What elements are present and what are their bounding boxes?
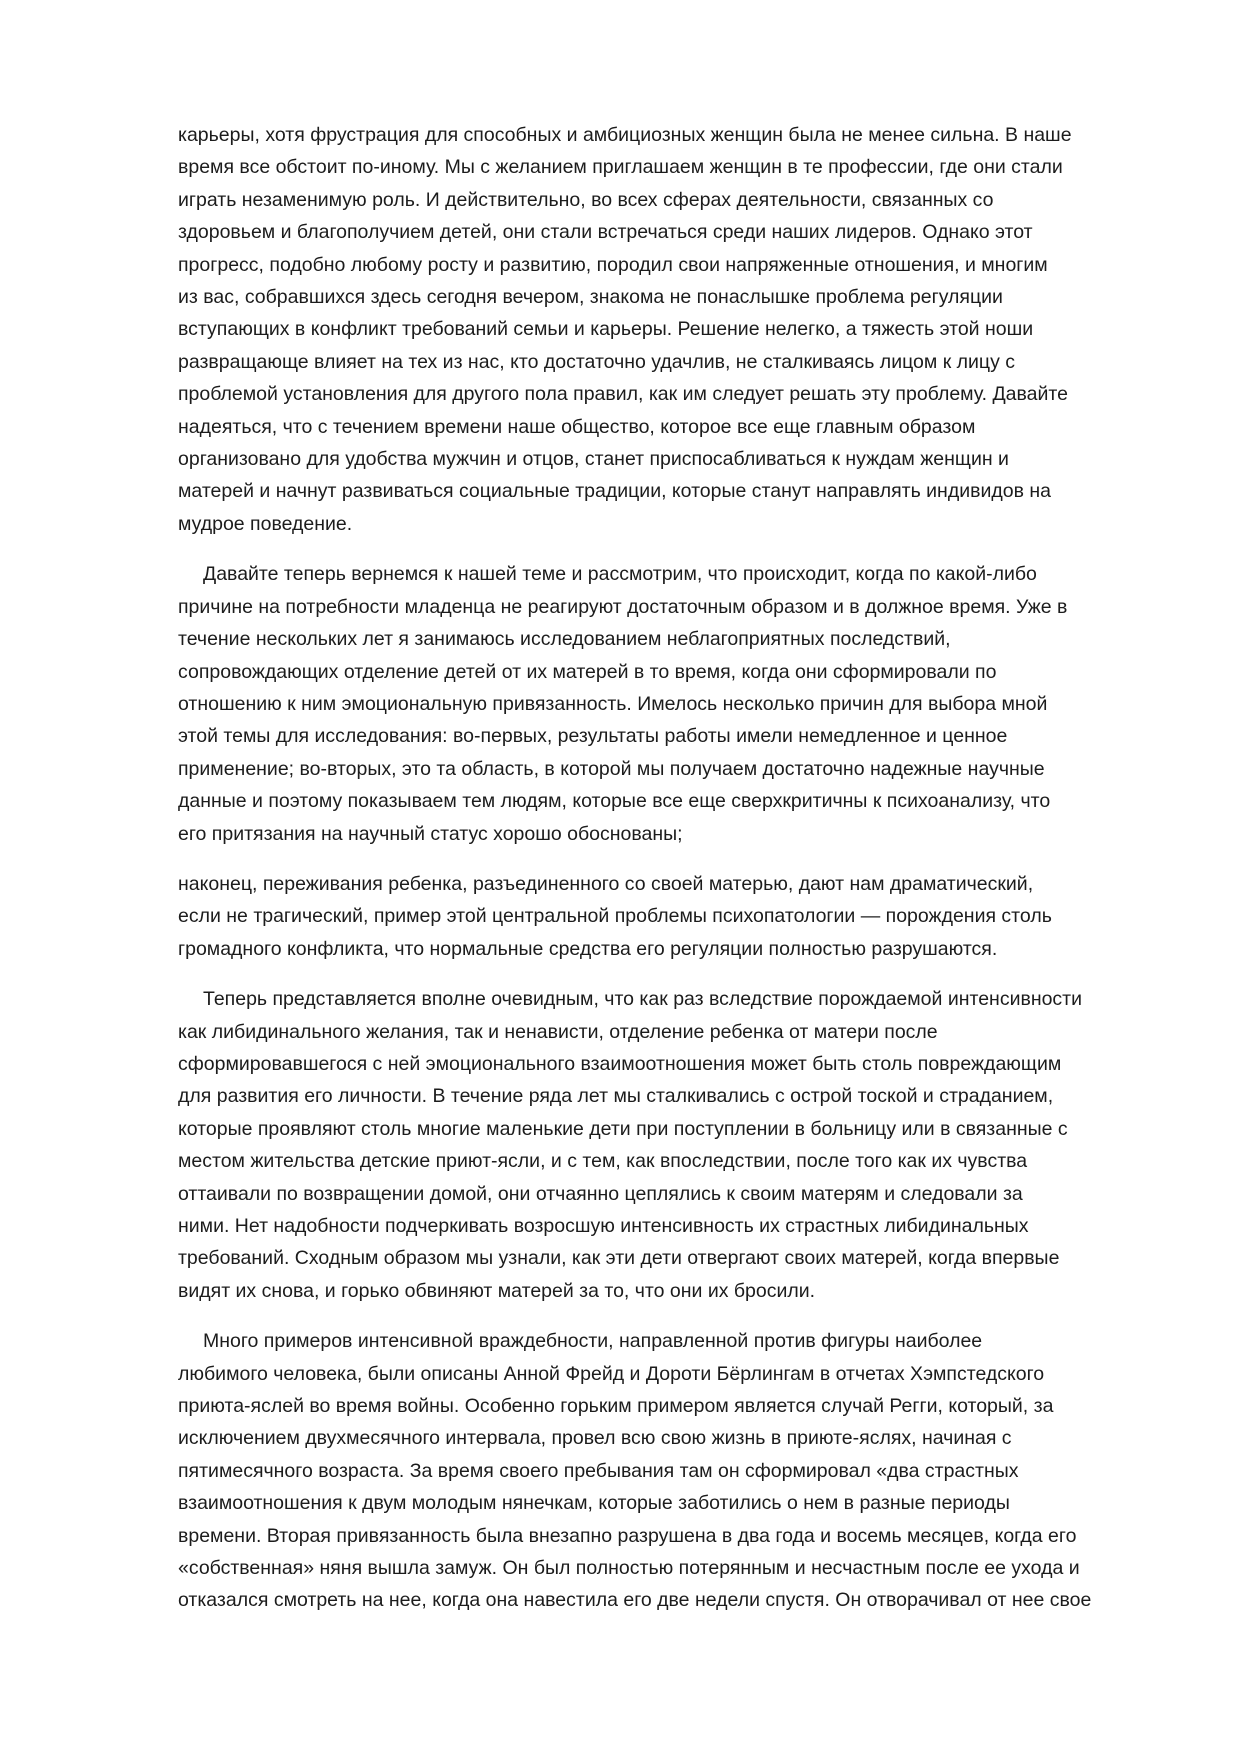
paragraph-4 xyxy=(178,983,1158,1307)
text-line: отношению к ним эмоциональную привязанность. Имелось несколько причин для выбора мной xyxy=(178,692,1048,715)
text-line: из вас, собравшихся здесь сегодня вечером, знакома не понаслышке проблема регуляции xyxy=(178,286,1003,309)
text-line: сопровождающих отделение детей от их матерей в то время, когда они сформировали по xyxy=(178,660,997,683)
text-line: любимого человека, были описаны Анной Фрейд и Дороти Бёрлингам в отчетах Хэмпстедского xyxy=(178,1362,1045,1385)
text-line: для развития его личности. В течение ряда лет мы сталкивались с острой тоской и страданием, xyxy=(178,1085,1054,1108)
text-line: местом жительства детские приют-ясли, и с тем, как впоследствии, после того как их чувства xyxy=(178,1150,1028,1173)
text-line: этой темы для исследования: во-первых, результаты работы имели немедленное и ценное xyxy=(178,725,1008,748)
paragraph-1 xyxy=(178,119,1158,540)
text-line: карьеры, хотя фрустрация для способных и амбициозных женщин была не менее сильна. В наше xyxy=(178,124,1072,146)
text-line: оттаивали по возвращении домой, они отчаянно цеплялись к своим матерям и следовали за xyxy=(178,1182,1023,1205)
text-line: применение; во-вторых, это та область, в которой мы получаем достаточно надежные научные xyxy=(178,757,1045,780)
text-line: если не трагический, пример этой центральной проблемы психопатологии — порождения столь xyxy=(178,905,1052,928)
text-line: его притязания на научный статус хорошо обоснованы; xyxy=(178,822,683,845)
paragraph-2 xyxy=(178,558,1158,850)
text-line: матерей и начнут развиваться социальные традиции, которые станут направлять индивидов на xyxy=(178,480,1051,503)
text-line: взаимоотношения к двум молодым нянечкам, которые заботились о нем в разные периоды xyxy=(178,1492,1010,1515)
body-text xyxy=(178,119,1158,1617)
text-line: организовано для удобства мужчин и отцов, станет приспосабливаться к нуждам женщин и xyxy=(178,448,1009,471)
text-line: мудрое поведение. xyxy=(178,512,353,535)
text-line: причине на потребности младенца не реагируют достаточным образом и в должное время. Уже в xyxy=(178,595,1068,618)
text-line: развращающе влияет на тех из нас, кто достаточно удачлив, не сталкиваясь лицом к лицу с xyxy=(178,350,1016,373)
text-line: «собственная» няня вышла замуж. Он был полностью потерянным и несчастным после ее ухода и xyxy=(178,1557,1080,1580)
text-line: Давайте теперь вернемся к нашей теме и рассмотрим, что происходит, когда по какой-либо xyxy=(203,563,1037,586)
text-line: громадного конфликта, что нормальные средства его регуляции полностью разрушаются. xyxy=(178,937,998,960)
text-line: время все обстоит по-иному. Мы с желанием приглашаем женщин в те профессии, где они стали xyxy=(178,156,1063,179)
paragraph-5 xyxy=(178,1325,1158,1617)
paragraph-spacer xyxy=(178,965,1158,983)
paragraph-spacer xyxy=(178,1307,1158,1325)
text-line: надеяться, что с течением времени наше общество, которое все еще главным образом xyxy=(178,415,976,438)
text-line: вступающих в конфликт требований семьи и карьеры. Решение нелегко, а тяжесть этой ноши xyxy=(178,318,1034,341)
text-line: наконец, переживания ребенка, разъединенного со своей матерью, дают нам драматический, xyxy=(178,872,1034,895)
text-line: пятимесячного возраста. За время своего пребывания там он сформировал «два страстных xyxy=(178,1459,1019,1482)
text-line: Много примеров интенсивной враждебности, направленной против фигуры наиболее xyxy=(203,1330,983,1353)
text-line: исключением двухмесячного интервала, провел всю свою жизнь в приюте-яслях, начиная с xyxy=(178,1427,1012,1450)
text-line: прогресс, подобно любому росту и развитию, породил свои напряженные отношения, и многим xyxy=(178,253,1048,276)
text-line: проблемой установления для другого пола правил, как им следует решать эту проблему. Давайте xyxy=(178,383,1068,406)
text-line: играть незаменимую роль. И действительно, во всех сферах деятельности, связанных со xyxy=(178,188,994,211)
text-line: данные и поэтому показываем тем людям, которые все еще сверхкритичны к психоанализу, что xyxy=(178,790,1051,813)
text-line: течение нескольких лет я занимаюсь исследованием неблагоприятных последствий, xyxy=(178,628,951,651)
paragraph-spacer xyxy=(178,850,1158,868)
text-line: времени. Вторая привязанность была внезапно разрушена в два года и восемь месяцев, когда его xyxy=(178,1524,1077,1547)
text-line: как либидинального желания, так и ненависти, отделение ребенка от матери после xyxy=(178,1020,938,1043)
text-line: ними. Нет надобности подчеркивать возросшую интенсивность их страстных либидинальных xyxy=(178,1215,1029,1237)
text-line: видят их снова, и горько обвиняют матерей за то, что они их бросили. xyxy=(178,1279,816,1302)
text-line: здоровьем и благополучием детей, они стали встречаться среди наших лидеров. Однако этот xyxy=(178,221,1033,244)
paragraph-3 xyxy=(178,868,1158,965)
text-line: сформировавшегося с ней эмоционального взаимоотношения может быть столь повреждающим xyxy=(178,1052,1062,1075)
paragraph-spacer xyxy=(178,540,1158,558)
text-line: которые проявляют столь многие маленькие дети при поступлении в больницу или в связанные с xyxy=(178,1117,1068,1140)
text-line: приюта-яслей во время войны. Особенно горьким примером является случай Регги, который, за xyxy=(178,1395,1054,1418)
text-line: требований. Сходным образом мы узнали, как эти дети отвергают своих матерей, когда впервые xyxy=(178,1247,1060,1270)
text-line: Теперь представляется вполне очевидным, что как раз вследствие порождаемой интенсивности xyxy=(203,988,1083,1011)
text-line: отказался смотреть на нее, когда она навестила его две недели спустя. Он отворачивал от нее свое xyxy=(178,1589,1092,1612)
